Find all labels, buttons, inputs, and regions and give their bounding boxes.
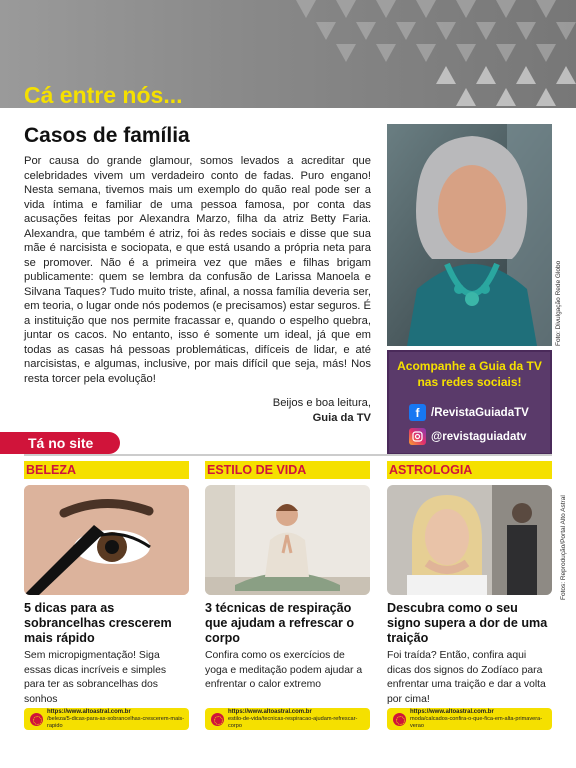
card-estilo-de-vida[interactable]: [205, 461, 370, 693]
card-category: ESTILO DE VIDA: [205, 461, 370, 479]
card-astrologia[interactable]: [387, 461, 552, 707]
card-body: Foi traída? Então, confira aqui dicas dos signos do Zodíaco para enfrentar uma traição e dar a volta por cima!: [387, 650, 546, 705]
social-heading: Acompanhe a Guia da TV nas redes sociais!: [397, 359, 542, 389]
page-header: [0, 0, 576, 108]
facebook-handle: /RevistaGuiadaTV: [431, 406, 529, 419]
sun-icon: [211, 713, 224, 726]
card-beleza[interactable]: [24, 461, 189, 707]
link-host: https://www.altoastral.com.br: [47, 708, 131, 715]
signoff-name: Guia da TV: [312, 411, 371, 424]
card-category: ASTROLOGIA: [387, 461, 552, 479]
signoff: [24, 396, 371, 425]
link-path: estilo-de-vida/tecnicas-respiracao-ajudam-refrescar-corpo: [228, 715, 358, 729]
card-category: BELEZA: [24, 461, 189, 479]
divider: [24, 454, 552, 456]
sun-icon: [393, 713, 406, 726]
instagram-icon: [409, 428, 426, 445]
link-path: moda/calcados-confira-o-que-fica-em-alta-primavera-verao: [410, 715, 543, 729]
link-host: https://www.altoastral.com.br: [410, 708, 494, 715]
link-path: /beleza/5-dicas-para-as-sobrancelhas-crescerem-mais-rapido: [47, 715, 185, 729]
section-title: Cá entre nós...: [24, 82, 183, 108]
signoff-line: Beijos e boa leitura,: [272, 397, 371, 409]
card-body: Confira como os exercícios de yoga e meditação podem ajudar a enfrentar o calor extremo: [205, 650, 363, 690]
instagram-link[interactable]: [409, 428, 527, 445]
article-title: Casos de família: [24, 124, 190, 147]
card-image: [387, 485, 552, 595]
photo-credit: Foto: Divulgação Rede Globo: [555, 260, 562, 346]
card-title: 3 técnicas de respiração que ajudam a refrescar o corpo: [205, 601, 355, 645]
triangle-pattern: [276, 0, 576, 108]
site-photo-credit: Fotos: Reprodução/Portal Alto Astral: [560, 495, 567, 600]
article-body: Por causa do grande glamour, somos levados a acreditar que celebridades vivem um verdadeiro conto de fadas. Puro engano! Nesta semana, tivemos mais um exemplo do quão real pode ser a vida íntima e familiar de uma pessoa famosa, por conta das acusações feitas por Alexandra Marzo, filha da atriz Betty Faria. Alexandra, que também é atriz, foi às redes sociais e disse que sua mãe é narcisista e sociopata, e que está usando a própria neta para se promover. Não é a primeira vez que mães e filhas brigam publicamente: quem se lembra da confusão de Larissa Manoela e Silvana Taques? Tudo muito triste, afinal, a nossa família deveria ser, em teoria, o lugar onde nós podemos (e precisamos) estar seguros. É a instituição que nos permite fracassar e, quando o espelho quebra, juntar os cacos. No entanto, isso é somente um ideal, já que em todas as casas há pessoas problemáticas, difíceis de lidar, e até narcisistas, e algumas, inclusive, por mais difícil que seja, más! Nos resta torcer pela evolução!: [24, 155, 371, 385]
card-link-beleza[interactable]: [24, 708, 189, 730]
card-image: [205, 485, 370, 595]
social-box: [387, 350, 552, 455]
facebook-link[interactable]: [409, 404, 529, 421]
sun-icon: [30, 713, 43, 726]
site-label: Tá no site: [24, 432, 120, 454]
card-link-astrologia[interactable]: [387, 708, 552, 730]
facebook-icon: f: [409, 404, 426, 421]
link-host: https://www.altoastral.com.br: [228, 708, 312, 715]
card-image: [24, 485, 189, 595]
instagram-handle: @revistaguiadatv: [431, 430, 527, 443]
card-title: Descubra como o seu signo supera a dor de uma traição: [387, 601, 548, 645]
article-photo: [387, 124, 552, 346]
card-link-estilo[interactable]: [205, 708, 370, 730]
card-body: Sem micropigmentação! Siga essas dicas incríveis e simples para ter as sobrancelhas dos sonhos: [24, 650, 167, 705]
card-title: 5 dicas para as sobrancelhas crescerem mais rápido: [24, 601, 172, 645]
